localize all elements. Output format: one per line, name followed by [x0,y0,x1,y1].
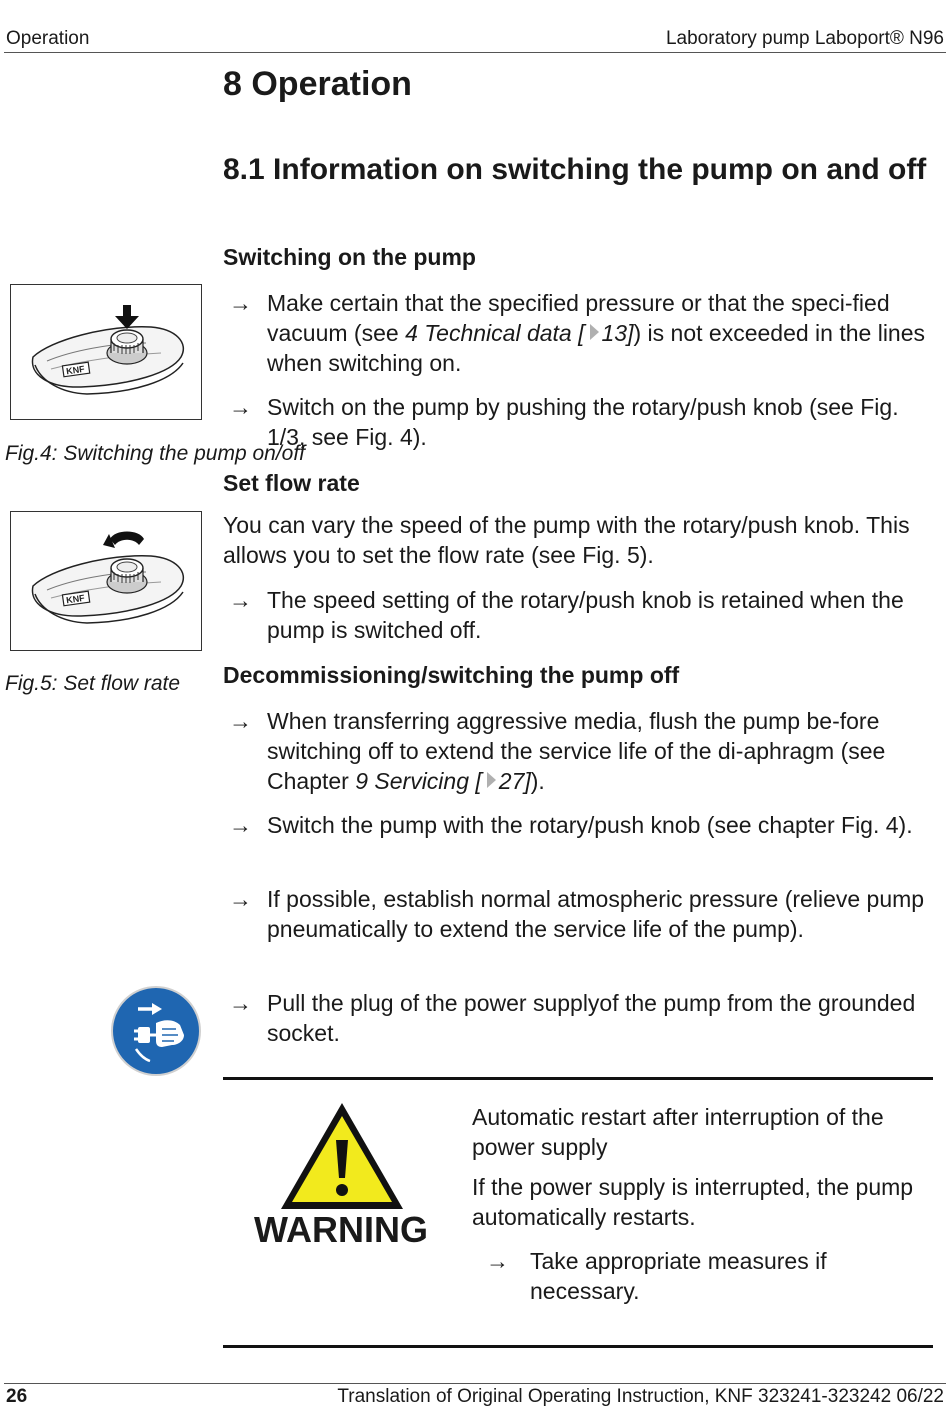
step-text: Pull the plug of the power supplyof the pump from the grounded socket. [267,990,916,1046]
step-relieve-pressure [223,884,935,944]
step-switch-off [223,810,935,840]
step-text: If possible, establish normal atmospheric pressure (relieve pump pneumatically to extend the service life of the pump). [267,886,925,942]
figure-set-flow-rate [10,511,202,651]
warning-step [472,1246,932,1306]
section-title: 8.1 Information on switching the pump on and off [223,153,927,186]
figure-switching-pump [10,284,202,420]
disconnect-plug-icon [110,985,202,1077]
step-text: Take appropriate measures if necessary. [530,1248,827,1304]
arrow-icon: → [229,886,252,912]
step-text: Switch on the pump by pushing the rotary/push knob (see Fig. 1/3, see Fig. 4). [267,394,899,450]
page-number: 26 [6,1386,28,1407]
header-divider [4,52,946,53]
figure-4-caption: Fig.4: Switching the pump on/off [5,442,305,465]
pump-push-knob-illustration [11,285,201,419]
step-pull-plug [223,988,935,1048]
step-check-pressure: → Make certain that the specified pressure or that the speci-fied vacuum (see 4 Technical data [ 13]) is not exceeded in the lines when switching on. [229,290,926,376]
page-pointer-icon [487,772,496,788]
warning-bottom-rule [223,1345,933,1348]
figure-5-caption: Fig.5: Set flow rate [5,672,181,695]
arrow-icon: → [229,290,252,316]
arrow-icon: → [229,394,252,420]
step-text: Make certain that the specified pressure or that the speci-fied vacuum (see [267,290,890,346]
step-text: Switch the pump with the rotary/push knob (see chapter Fig. 4). [267,812,913,838]
heading-decommissioning: Decommissioning/switching the pump off [223,662,680,688]
chapter-title: 8 Operation [223,65,412,103]
flow-rate-paragraph: You can vary the speed of the pump with the rotary/push knob. This allows you to set the flow rate (see Fig. 5). [223,512,910,568]
footer-document-info: Translation of Original Operating Instruction, KNF 323241-323242 06/22 [337,1386,944,1407]
step-speed-retained [223,585,935,645]
knf-logo-text: KNF [65,363,86,377]
warning-signal-word: WARNING [254,1209,428,1250]
heading-flow-rate: Set flow rate [223,470,360,496]
arrow-icon: → [486,1248,509,1274]
arrow-icon: → [229,812,252,838]
header-section-title: Operation [6,28,90,49]
warning-title: Automatic restart after interruption of the power supply [472,1104,884,1160]
arrow-icon: → [229,708,252,734]
arrow-icon: → [229,587,252,613]
page-pointer-icon [590,324,599,340]
cross-reference-link[interactable]: 4 Technical data [ 13] [405,320,634,346]
heading-switching-on: Switching on the pump [223,244,476,270]
warning-body: If the power supply is interrupted, the pump automatically restarts. [472,1174,914,1230]
knf-logo-text: KNF [65,592,86,606]
pump-rotary-knob-illustration [11,512,201,650]
cross-reference-link[interactable]: 9 Servicing [ 27] [355,768,531,794]
step-flush-pump: → When transferring aggressive media, flush the pump be-fore switching off to extend the service life of the di-aphragm (see Chapter 9 Servicing [ 27]). [229,708,886,794]
header-product-title: Laboratory pump Laboport® N96 [665,28,944,49]
warning-top-rule [223,1077,933,1080]
step-text: When transferring aggressive media, flush the pump be-fore switching off to extend the service life of the di-aphragm (see Chapter [267,708,886,794]
footer-divider [4,1383,946,1384]
step-switch-on [223,392,935,452]
warning-triangle-icon [278,1100,406,1212]
arrow-icon: → [229,990,252,1016]
step-text: The speed setting of the rotary/push knob is retained when the pump is switched off. [267,587,904,643]
